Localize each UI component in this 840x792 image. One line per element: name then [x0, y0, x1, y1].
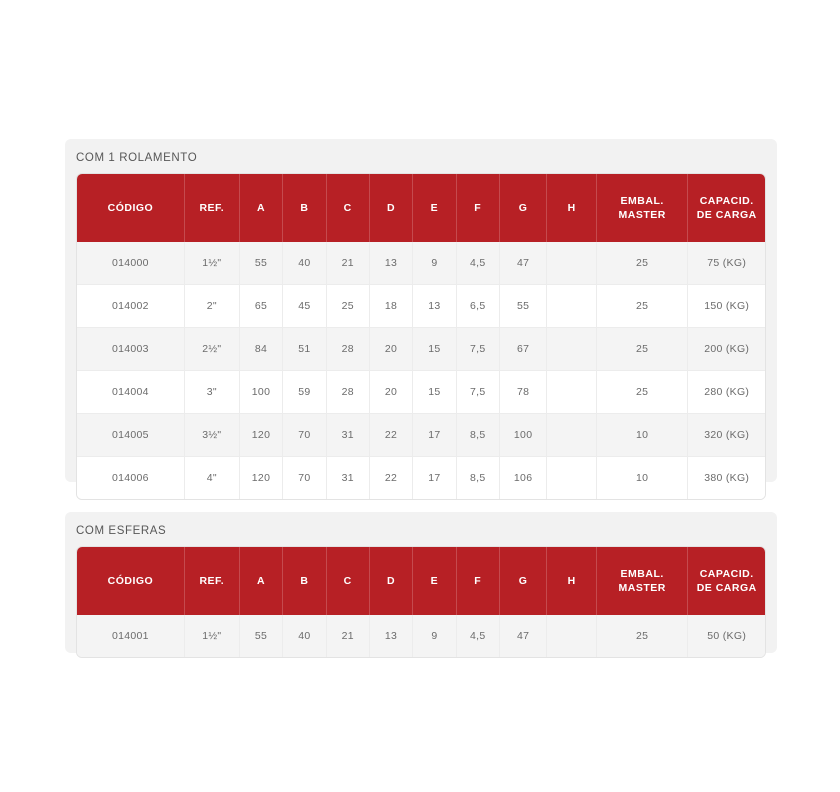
col-header-b: B: [283, 547, 326, 615]
cell-b: 70: [283, 414, 326, 457]
col-header-d: D: [369, 174, 412, 242]
cell-embal-master: 25: [596, 371, 688, 414]
col-header-h: H: [547, 174, 597, 242]
cell-codigo: 014000: [77, 242, 184, 285]
table-row: [77, 615, 765, 657]
cell-embal-master: 10: [596, 414, 688, 457]
cell-g: 67: [499, 328, 546, 371]
col-header-embal-master: [596, 547, 688, 615]
cell-a: 120: [239, 414, 282, 457]
cell-e: 17: [413, 457, 456, 500]
col-header-embal-master: [596, 174, 688, 242]
cell-f: 4,5: [456, 615, 499, 657]
cell-b: 70: [283, 457, 326, 500]
cell-d: 22: [369, 457, 412, 500]
cell-a: 120: [239, 457, 282, 500]
cell-h: [547, 371, 597, 414]
cell-g: 100: [499, 414, 546, 457]
cell-d: 20: [369, 371, 412, 414]
cell-f: 7,5: [456, 328, 499, 371]
cell-g: 47: [499, 242, 546, 285]
cell-c: 31: [326, 414, 369, 457]
cell-h: [547, 328, 597, 371]
table-header-row: [77, 174, 765, 242]
cell-ref: 1½": [184, 615, 239, 657]
spec-table-1-head: [77, 174, 765, 242]
cell-capacid-carga: 200 (KG): [688, 328, 765, 371]
cell-d: 22: [369, 414, 412, 457]
col-header-d: D: [369, 547, 412, 615]
cell-capacid-carga: 380 (KG): [688, 457, 765, 500]
col-header-embal-line1: EMBAL.: [620, 567, 664, 580]
cell-codigo: 014003: [77, 328, 184, 371]
col-header-capacid-line2: DE CARGA: [696, 582, 757, 594]
cell-d: 13: [369, 242, 412, 285]
spec-table-2-head: [77, 547, 765, 615]
cell-capacid-carga: 280 (KG): [688, 371, 765, 414]
cell-codigo: 014002: [77, 285, 184, 328]
cell-e: 13: [413, 285, 456, 328]
cell-e: 9: [413, 615, 456, 657]
spec-table-2-wrapper: [77, 547, 765, 657]
col-header-e: E: [413, 547, 456, 615]
col-header-b: B: [283, 174, 326, 242]
spec-table-1-body: [77, 242, 765, 499]
cell-capacid-carga: 50 (KG): [688, 615, 765, 657]
col-header-f: F: [456, 547, 499, 615]
cell-e: 15: [413, 371, 456, 414]
cell-f: 8,5: [456, 457, 499, 500]
cell-a: 55: [239, 242, 282, 285]
cell-h: [547, 457, 597, 500]
col-header-embal-line2: MASTER: [618, 209, 666, 221]
col-header-f: F: [456, 174, 499, 242]
table-row: [77, 242, 765, 285]
cell-ref: 1½": [184, 242, 239, 285]
cell-g: 78: [499, 371, 546, 414]
table-row: [77, 371, 765, 414]
cell-c: 31: [326, 457, 369, 500]
col-header-capacid-carga: [688, 547, 765, 615]
spec-table-2-body: [77, 615, 765, 657]
col-header-embal-line2: MASTER: [618, 582, 666, 594]
cell-capacid-carga: 150 (KG): [688, 285, 765, 328]
cell-codigo: 014005: [77, 414, 184, 457]
col-header-g: G: [499, 547, 546, 615]
cell-codigo: 014001: [77, 615, 184, 657]
table-row: [77, 328, 765, 371]
cell-a: 84: [239, 328, 282, 371]
cell-c: 25: [326, 285, 369, 328]
cell-ref: 2": [184, 285, 239, 328]
cell-b: 40: [283, 615, 326, 657]
cell-capacid-carga: 320 (KG): [688, 414, 765, 457]
col-header-embal-line1: EMBAL.: [620, 194, 664, 207]
col-header-h: H: [547, 547, 597, 615]
cell-embal-master: 25: [596, 328, 688, 371]
cell-a: 65: [239, 285, 282, 328]
spec-table-1: [77, 174, 765, 499]
cell-e: 17: [413, 414, 456, 457]
section-title-2: COM ESFERAS: [76, 525, 167, 537]
col-header-c: C: [326, 547, 369, 615]
cell-d: 13: [369, 615, 412, 657]
table-row: [77, 457, 765, 500]
col-header-capacid-line1: CAPACID.: [699, 194, 754, 207]
cell-embal-master: 25: [596, 285, 688, 328]
cell-a: 55: [239, 615, 282, 657]
cell-f: 6,5: [456, 285, 499, 328]
cell-b: 45: [283, 285, 326, 328]
col-header-codigo: CÓDIGO: [77, 174, 184, 242]
table-row: [77, 285, 765, 328]
cell-b: 40: [283, 242, 326, 285]
cell-b: 59: [283, 371, 326, 414]
cell-c: 21: [326, 242, 369, 285]
col-header-g: G: [499, 174, 546, 242]
cell-f: 4,5: [456, 242, 499, 285]
col-header-capacid-line1: CAPACID.: [699, 567, 754, 580]
cell-h: [547, 414, 597, 457]
cell-a: 100: [239, 371, 282, 414]
cell-embal-master: 25: [596, 242, 688, 285]
cell-codigo: 014004: [77, 371, 184, 414]
col-header-c: C: [326, 174, 369, 242]
cell-f: 7,5: [456, 371, 499, 414]
cell-c: 28: [326, 328, 369, 371]
col-header-e: E: [413, 174, 456, 242]
cell-g: 47: [499, 615, 546, 657]
cell-ref: 3": [184, 371, 239, 414]
table-header-row: [77, 547, 765, 615]
cell-h: [547, 615, 597, 657]
spec-table-1-wrapper: [77, 174, 765, 499]
section-panel-com-esferas: [65, 512, 777, 653]
cell-f: 8,5: [456, 414, 499, 457]
col-header-codigo: CÓDIGO: [77, 547, 184, 615]
cell-e: 15: [413, 328, 456, 371]
cell-h: [547, 285, 597, 328]
cell-embal-master: 25: [596, 615, 688, 657]
col-header-ref: REF.: [184, 174, 239, 242]
section-panel-com-1-rolamento: [65, 139, 777, 482]
cell-d: 18: [369, 285, 412, 328]
col-header-a: A: [239, 547, 282, 615]
col-header-capacid-carga: [688, 174, 765, 242]
cell-ref: 2½": [184, 328, 239, 371]
cell-e: 9: [413, 242, 456, 285]
cell-c: 28: [326, 371, 369, 414]
col-header-capacid-line2: DE CARGA: [696, 209, 757, 221]
col-header-a: A: [239, 174, 282, 242]
cell-d: 20: [369, 328, 412, 371]
cell-h: [547, 242, 597, 285]
cell-b: 51: [283, 328, 326, 371]
cell-ref: 4": [184, 457, 239, 500]
section-title-1: COM 1 ROLAMENTO: [76, 152, 198, 164]
cell-ref: 3½": [184, 414, 239, 457]
col-header-ref: REF.: [184, 547, 239, 615]
cell-capacid-carga: 75 (KG): [688, 242, 765, 285]
cell-g: 106: [499, 457, 546, 500]
cell-codigo: 014006: [77, 457, 184, 500]
cell-embal-master: 10: [596, 457, 688, 500]
cell-g: 55: [499, 285, 546, 328]
spec-table-2: [77, 547, 765, 657]
cell-c: 21: [326, 615, 369, 657]
table-row: [77, 414, 765, 457]
